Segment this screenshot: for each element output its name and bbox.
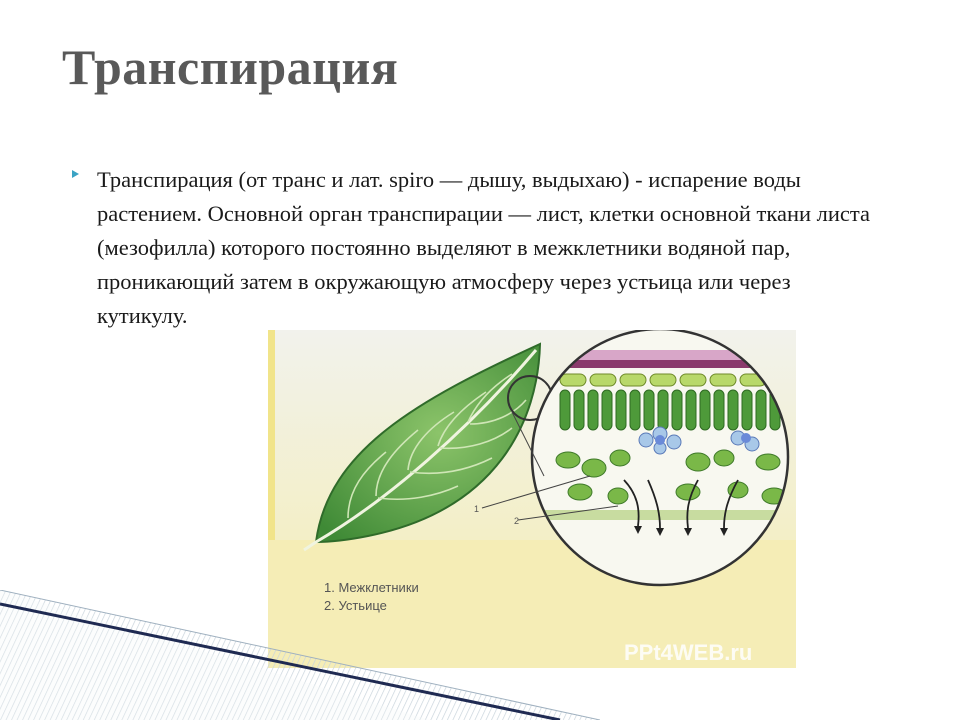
callout-2: 2: [514, 516, 520, 526]
legend-item-1: 1. Межклетники: [324, 580, 419, 595]
callout-1: 1: [474, 504, 480, 514]
slide-title: Транспирация: [62, 39, 399, 95]
bullet-arrow-icon: [72, 170, 79, 178]
body-paragraph: Транспирация (от транс и лат. spiro — дышу, выдыхаю) - испарение воды растением. Основной орган транспирации — лист, клетки основной ткани листа (мезофилла) которого постоянно выделяют в межклетники водяной пар, проникающий затем в окружающую атмосферу через устьица или через кутикулу.: [97, 167, 871, 328]
corner-decoration: [0, 590, 600, 720]
legend-item-2: 2. Устьице: [324, 598, 387, 613]
watermark: PPt4WEB.ru: [624, 640, 753, 665]
